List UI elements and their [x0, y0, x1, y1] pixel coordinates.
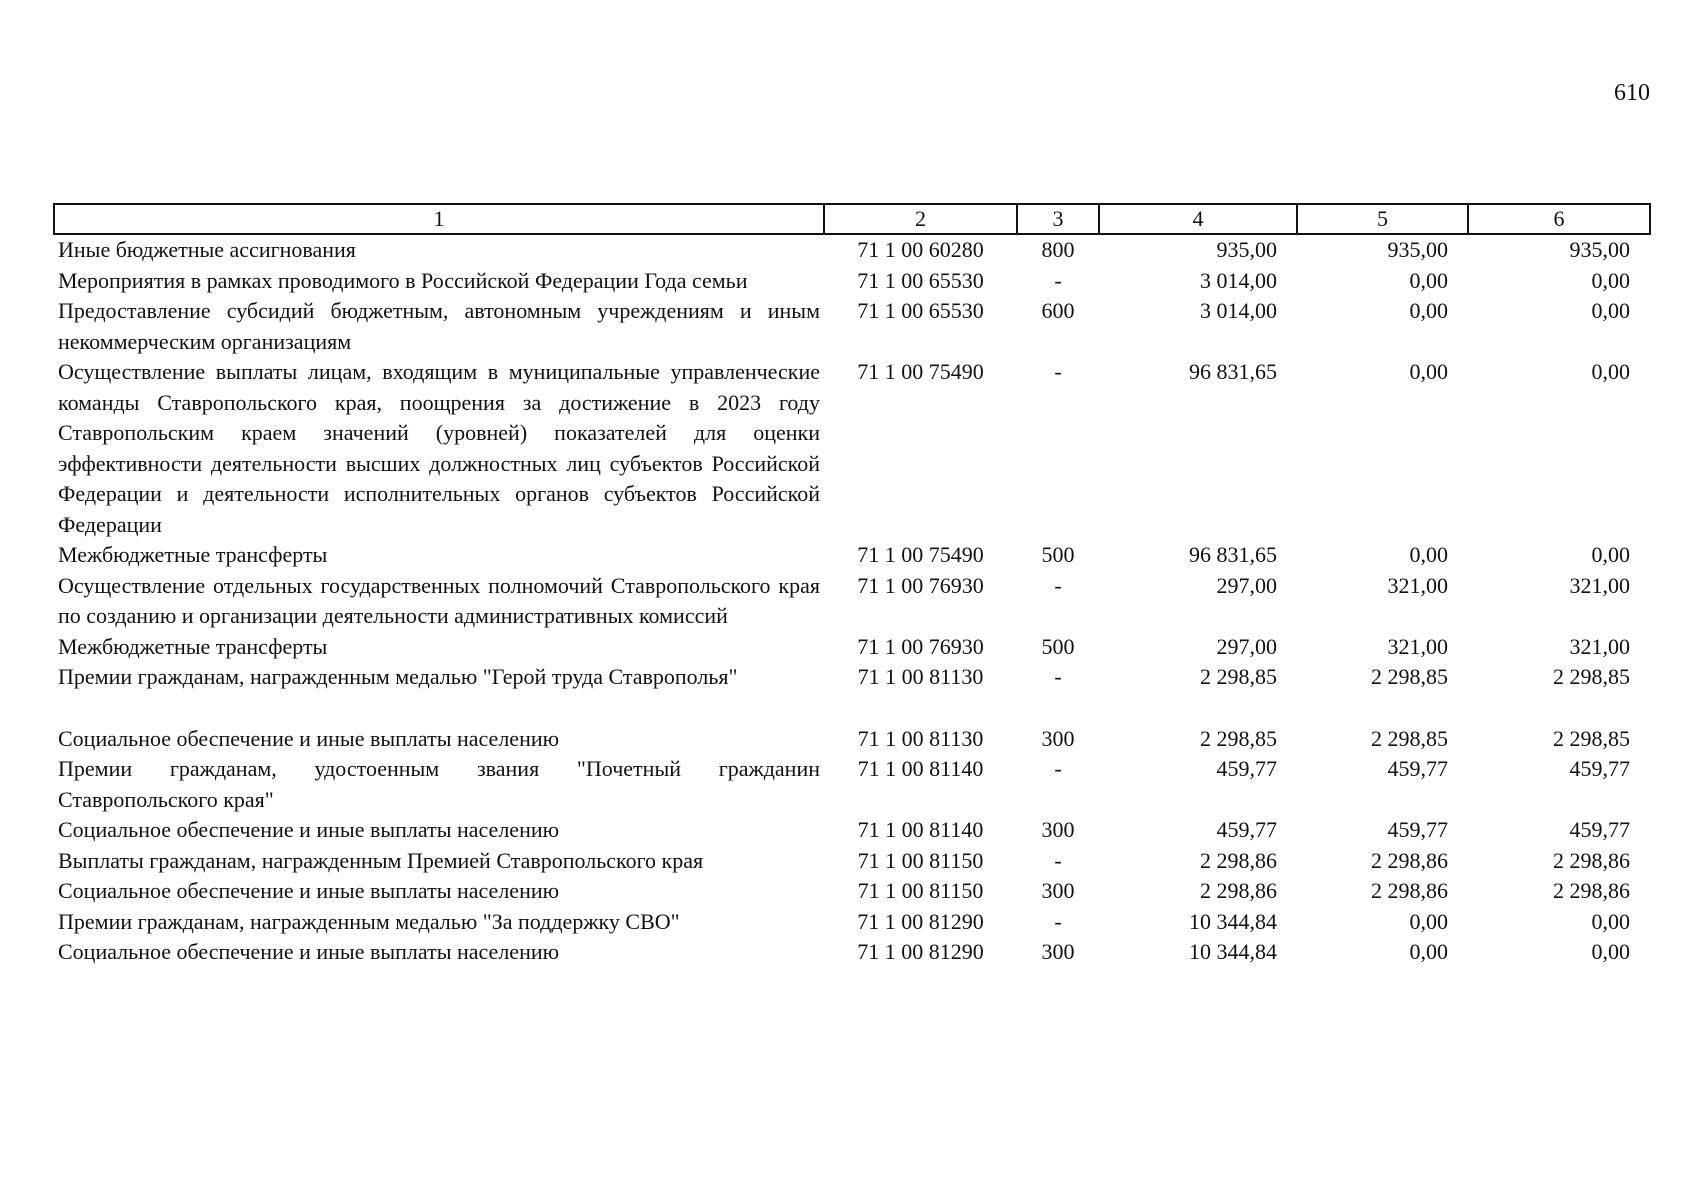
table-row: [54, 907, 1650, 938]
row-expense-type: -: [1054, 847, 1062, 873]
row-value-col6: 321,00: [1569, 633, 1630, 659]
row-code: 71 1 00 65530: [857, 267, 984, 293]
row-expense-type: 300: [1041, 725, 1075, 751]
page-number: 610: [1614, 80, 1650, 106]
row-code: 71 1 00 65530: [857, 298, 984, 323]
row-value-col4: 2 298,86: [1200, 878, 1277, 903]
row-value-col5: 935,00: [1387, 237, 1448, 262]
row-name: Премии гражданам, награжденным медалью "Герой труда Ставрополья": [58, 664, 738, 689]
row-value-col4: 459,77: [1216, 756, 1277, 781]
row-value-col4: 2 298,85: [1200, 725, 1277, 751]
row-value-col5: 2 298,85: [1371, 725, 1448, 751]
row-name: Выплаты гражданам, награжденным Премией Ставропольского края: [58, 847, 704, 873]
row-value-col4: 459,77: [1216, 817, 1277, 842]
row-value-col5: 2 298,85: [1371, 664, 1448, 689]
table-row: [54, 662, 1650, 724]
row-value-col6: 935,00: [1569, 237, 1630, 262]
row-expense-type: 500: [1041, 633, 1075, 659]
table-row: [54, 296, 1650, 357]
row-value-col5: 0,00: [1409, 267, 1448, 293]
header-col-2: 2: [824, 204, 1017, 234]
row-value-col5: 459,77: [1387, 817, 1448, 842]
row-value-col4: 2 298,85: [1200, 664, 1277, 689]
row-name: Иные бюджетные ассигнования: [58, 237, 356, 262]
table-row: [54, 754, 1650, 815]
row-name: Межбюджетные трансферты: [58, 633, 328, 659]
row-value-col6: 0,00: [1591, 542, 1630, 567]
row-value-col5: 321,00: [1387, 572, 1448, 598]
row-code: 71 1 00 76930: [857, 572, 984, 598]
row-value-col4: 2 298,86: [1200, 847, 1277, 873]
row-name: Осуществление отдельных государственных полномочий Ставропольского края по созданию и организации деятельности административных комиссий: [58, 572, 820, 628]
row-value-col6: 0,00: [1591, 267, 1630, 293]
row-name: Мероприятия в рамках проводимого в Российской Федерации Года семьи: [58, 267, 748, 293]
row-value-col4: 297,00: [1216, 633, 1277, 659]
row-value-col6: 2 298,85: [1553, 664, 1630, 689]
row-value-col6: 2 298,86: [1553, 847, 1630, 873]
row-value-col5: 2 298,86: [1371, 847, 1448, 873]
row-expense-type: -: [1054, 756, 1062, 781]
table-row: [54, 357, 1650, 540]
row-value-col6: 0,00: [1591, 908, 1630, 934]
row-name: Социальное обеспечение и иные выплаты населению: [58, 939, 560, 964]
table-row: [54, 632, 1650, 663]
row-code: 71 1 00 81140: [857, 817, 984, 842]
row-name: Межбюджетные трансферты: [58, 542, 328, 567]
table-row: [54, 571, 1650, 632]
row-name: Осуществление выплаты лицам, входящим в муниципальные управленческие команды Ставропольского края, поощрения за достижение в 2023 году Ставропольским краем значений (уровней) показателей для оценки эффективности деятельности высших должностных лиц субъектов Российской Федерации и деятельности исполнительных органов субъектов Российской Федерации: [58, 359, 820, 537]
header-col-1: 1: [54, 204, 824, 234]
header-row: [54, 204, 1650, 234]
row-value-col4: 935,00: [1216, 237, 1277, 262]
row-name: Премии гражданам, удостоенным звания "Почетный гражданин Ставропольского края": [58, 756, 820, 812]
row-expense-type: 300: [1041, 939, 1075, 964]
row-value-col5: 0,00: [1409, 359, 1448, 384]
table-row: [54, 234, 1650, 266]
row-value-col6: 0,00: [1591, 298, 1630, 323]
table-row: [54, 937, 1650, 968]
row-value-col6: 0,00: [1591, 939, 1630, 964]
row-code: 71 1 00 81150: [857, 847, 984, 873]
header-col-4: 4: [1099, 204, 1297, 234]
row-value-col4: 297,00: [1216, 572, 1277, 598]
row-value-col4: 3 014,00: [1200, 267, 1277, 293]
row-value-col4: 10 344,84: [1189, 939, 1277, 964]
row-value-col6: 2 298,86: [1553, 878, 1630, 903]
row-value-col4: 3 014,00: [1200, 298, 1277, 323]
row-value-col5: 0,00: [1409, 908, 1448, 934]
row-expense-type: 600: [1041, 298, 1075, 323]
row-value-col6: 321,00: [1569, 572, 1630, 598]
row-value-col4: 96 831,65: [1189, 542, 1277, 567]
row-expense-type: -: [1054, 572, 1062, 598]
row-value-col5: 321,00: [1387, 633, 1448, 659]
row-expense-type: -: [1054, 908, 1062, 934]
header-col-6: 6: [1468, 204, 1650, 234]
row-value-col5: 459,77: [1387, 756, 1448, 781]
row-value-col5: 0,00: [1409, 939, 1448, 964]
row-expense-type: 800: [1041, 237, 1075, 262]
budget-table: [53, 203, 1651, 968]
header-col-5: 5: [1297, 204, 1468, 234]
row-name: Социальное обеспечение и иные выплаты населению: [58, 725, 560, 751]
row-name: Премии гражданам, награжденным медалью "За поддержку СВО": [58, 908, 680, 934]
row-value-col6: 459,77: [1569, 756, 1630, 781]
row-value-col5: 0,00: [1409, 298, 1448, 323]
row-code: 71 1 00 81130: [857, 664, 984, 689]
row-name: Социальное обеспечение и иные выплаты населению: [58, 878, 560, 903]
table-row: [54, 846, 1650, 877]
row-expense-type: -: [1054, 359, 1062, 384]
row-code: 71 1 00 81150: [857, 878, 984, 903]
row-code: 71 1 00 81290: [857, 908, 984, 934]
row-code: 71 1 00 81130: [857, 725, 984, 751]
table-row: [54, 724, 1650, 755]
row-expense-type: -: [1054, 267, 1062, 293]
row-expense-type: 500: [1041, 542, 1075, 567]
table-row: [54, 540, 1650, 571]
row-expense-type: -: [1054, 664, 1062, 689]
row-value-col4: 96 831,65: [1189, 359, 1277, 384]
row-code: 71 1 00 60280: [857, 237, 984, 262]
row-code: 71 1 00 75490: [857, 359, 984, 384]
row-expense-type: 300: [1041, 878, 1075, 903]
row-value-col6: 459,77: [1569, 817, 1630, 842]
header-col-3: 3: [1017, 204, 1099, 234]
row-value-col6: 0,00: [1591, 359, 1630, 384]
row-name: Социальное обеспечение и иные выплаты населению: [58, 817, 560, 842]
row-code: 71 1 00 75490: [857, 542, 984, 567]
row-expense-type: 300: [1041, 817, 1075, 842]
row-code: 71 1 00 81140: [857, 756, 984, 781]
row-name: Предоставление субсидий бюджетным, автономным учреждениям и иным некоммерческим организациям: [58, 298, 820, 354]
row-value-col4: 10 344,84: [1189, 908, 1277, 934]
row-code: 71 1 00 81290: [857, 939, 984, 964]
row-value-col5: 2 298,86: [1371, 878, 1448, 903]
row-code: 71 1 00 76930: [857, 633, 984, 659]
table-row: [54, 876, 1650, 907]
row-value-col6: 2 298,85: [1553, 725, 1630, 751]
row-value-col5: 0,00: [1409, 542, 1448, 567]
table-row: [54, 266, 1650, 297]
table-row: [54, 815, 1650, 846]
